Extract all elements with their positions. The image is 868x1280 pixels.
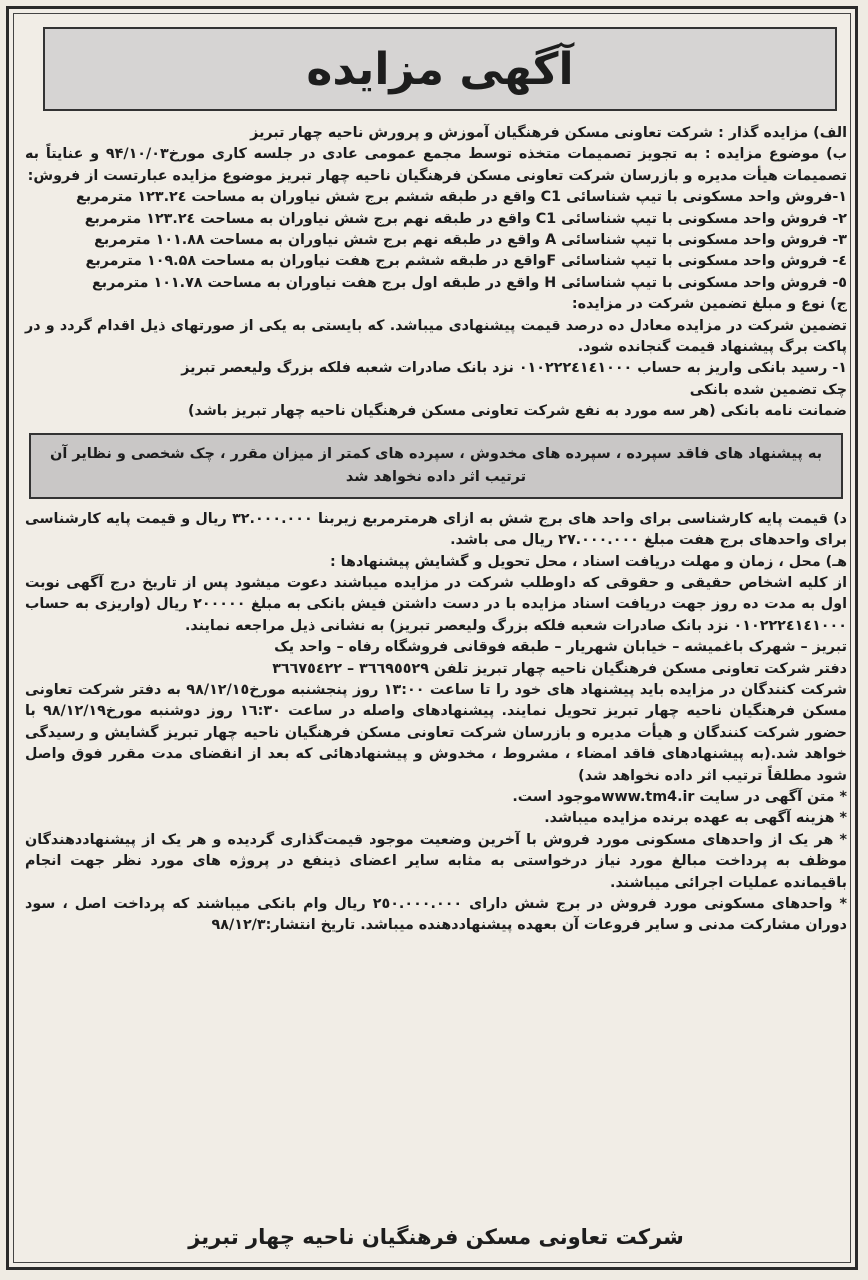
website-note: * متن آگهی در سایت www.tm4.irموجود است.: [512, 788, 847, 805]
page-title: آگهی مزایده: [306, 43, 574, 95]
item-2: ۲- فروش واحد مسکونی با تیپ شناسائی C1 واقع در طبقه نهم برج شش نیاوران به مساحت ۱۲۳.۲٤ مترمربع: [84, 210, 847, 227]
section-dal: د) قیمت پایه کارشناسی برای واحد های برج شش به ازای هرمترمربع زیربنا ۳۲.۰۰۰.۰۰۰ ریال و قیمت پایه کارشناسی برای واحدهای برج هفت مبلغ ۲۷.۰۰۰.۰۰۰ ریال می باشد.: [25, 510, 847, 549]
section-he: هـ) محل ، زمان و مهلت دریافت اسناد ، محل تحویل و گشایش پیشنهادها :: [329, 553, 847, 570]
section-jim: ج) نوع و مبلغ تضمین شرکت در مزایده:: [571, 296, 847, 313]
invitation-text: از کلیه اشخاص حقیقی و حقوقی که داوطلب شرکت در مزایده میباشند دعوت میشود پس از تاریخ درج آگهی نوبت اول به مدت ده روز جهت دریافت اسناد مزایده با در دست داشتن فیش بانکی به مبلغ ۲۰۰۰۰۰ ریال (واریزی به حساب ۰۱۰۲۲۲٤۱٤۱۰۰۰ نزد بانک صادرات شعبه فلکه بزرگ ولیعصر تبریز) به نشانی ذیل مراجعه نمایند.: [25, 574, 848, 634]
guarantee-option-1: ۱- رسید بانکی واریز به حساب ۰۱۰۲۲۲٤۱٤۱۰۰۰ نزد بانک صادرات شعبه فلکه بزرگ ولیعصر تبریز: [181, 360, 847, 377]
item-4: ٤- فروش واحد مسکونی با تیپ شناسائی Fواقع در طبقه ششم برج هفت نیاوران به مساحت ۱۰۹.۵۸ مترمربع: [85, 253, 847, 270]
publisher-signature: شرکت تعاونی مسکن فرهنگیان ناحیه چهار تبریز: [188, 1225, 684, 1249]
warning-text: به پیشنهاد های فاقد سپرده ، سپرده های مخدوش ، سپرده های کمتر از میزان مقرر ، چک شخصی و نظایر آن ترتیب اثر داده نخواهد شد: [49, 445, 823, 485]
pricing-note: * هر یک از واحدهای مسکونی مورد فروش با آخرین وضعیت موجود قیمت‌گذاری گردیده و هر یک از پیشنهاددهندگان موظف به پرداخت مبالغ مورد نیاز درخواستی به مثابه سایر اعضای ذینفع در پروژه های مورد نظر جهت انجام باقیمانده عملیات اجرائی میباشند.: [25, 831, 847, 891]
section-alef: الف) مزایده گذار : شرکت تعاونی مسکن فرهنگیان آموزش و پرورش ناحیه چهار تبریز: [250, 125, 847, 141]
item-5: ٥- فروش واحد مسکونی با تیپ شناسائی H واقع در طبقه اول برج هفت نیاوران به مساحت ۱۰۱.۷۸ مترمربع: [92, 274, 847, 291]
loan-note: * واحدهای مسکونی مورد فروش در برج شش دارای ۲٥۰.۰۰۰.۰۰۰ ریال وام بانکی میباشند که پرداخت اصل ، سود دوران مشارکت مدنی و سایر فروعات آن بعهده پیشنهاددهنده میباشد. تاریخ انتشار:۹۸/۱۲/۳: [25, 896, 847, 934]
section-be: ب) موضوع مزایده : به تجویز تصمیمات متخذه توسط مجمع عمومی عادی در جلسه کاری مورخ۹۴/۱۰/۰۳ و عنایتاً به تصمیمات هیأت مدیره و بازرسان شرکت تعاونی مسکن فرهنگیان ناحیه چهار تبریز موضوع مزایده عبارتست از فروش:: [25, 146, 847, 184]
notice-body: [25, 123, 847, 937]
guarantee-option-3: ضمانت نامه بانکی (هر سه مورد به نفع شرکت تعاونی مسکن فرهنگیان ناحیه چهار تبریز باشد): [187, 403, 847, 420]
guarantee-text: تضمین شرکت در مزایده معادل ده درصد قیمت پیشنهادی میباشد. که بایستی به یکی از صورتهای ذیل اقدام گردد و در پاکت برگ پیشنهاد قیمت گنجانده شود.: [25, 317, 847, 356]
item-1: ۱-فروش واحد مسکونی با تیپ شناسائی C1 واقع در طبقه ششم برج شش نیاوران به مساحت ۱۲۳.۲٤ مترمربع: [75, 189, 847, 206]
item-3: ۳- فروش واحد مسکونی با تیپ شناسائی A واقع در طبقه نهم برج شش نیاوران به مساحت ۱۰۱.۸۸ مترمربع: [94, 232, 847, 249]
office-phone-line: دفتر شرکت تعاونی مسکن فرهنگیان ناحیه چهار تبریز تلفن ۳٦٦۹٥٥۲۹ – ۳٦٦۷٥٤۲۲: [272, 660, 847, 677]
submission-deadline-text: شرکت کنندگان در مزایده باید پیشنهاد های خود را تا ساعت ۱۳:۰۰ روز پنجشنبه مورخ۹۸/۱۲/۱٥ به دفتر شرکت تعاونی مسکن فرهنگیان ناحیه چهار تبریز تحویل نمایند. پیشنهادهای واصله در ساعت ۱٦:۳۰ روز دوشنبه مورخ۹۸/۱۲/۱۹ با حضور شرکت کنندگان و هیأت مدیره و بازرسان شرکت تعاونی مسکن فرهنگیان ناحیه چهار تبریز گشایش و رسیدگی خواهد شد.(به پیشنهادهای فاقد امضاء ، مشروط ، مخدوش و پیشنهادهائی که بعد از انقضای مدت مقرر فوق واصل شود مطلقاً ترتیب اثر داده نخواهد شد): [25, 681, 847, 784]
warning-box: [29, 433, 843, 499]
address-line: تبریز – شهرک باغمیشه – خیابان شهریار – طبقه فوقانی فروشگاه رفاه – واحد یک: [274, 639, 847, 656]
cost-note: * هزینه آگهی به عهده برنده مزایده میباشد.: [544, 810, 847, 827]
guarantee-option-2: چک تضمین شده بانکی: [689, 381, 847, 398]
title-box: [43, 27, 837, 111]
notice-frame: [6, 6, 858, 1270]
